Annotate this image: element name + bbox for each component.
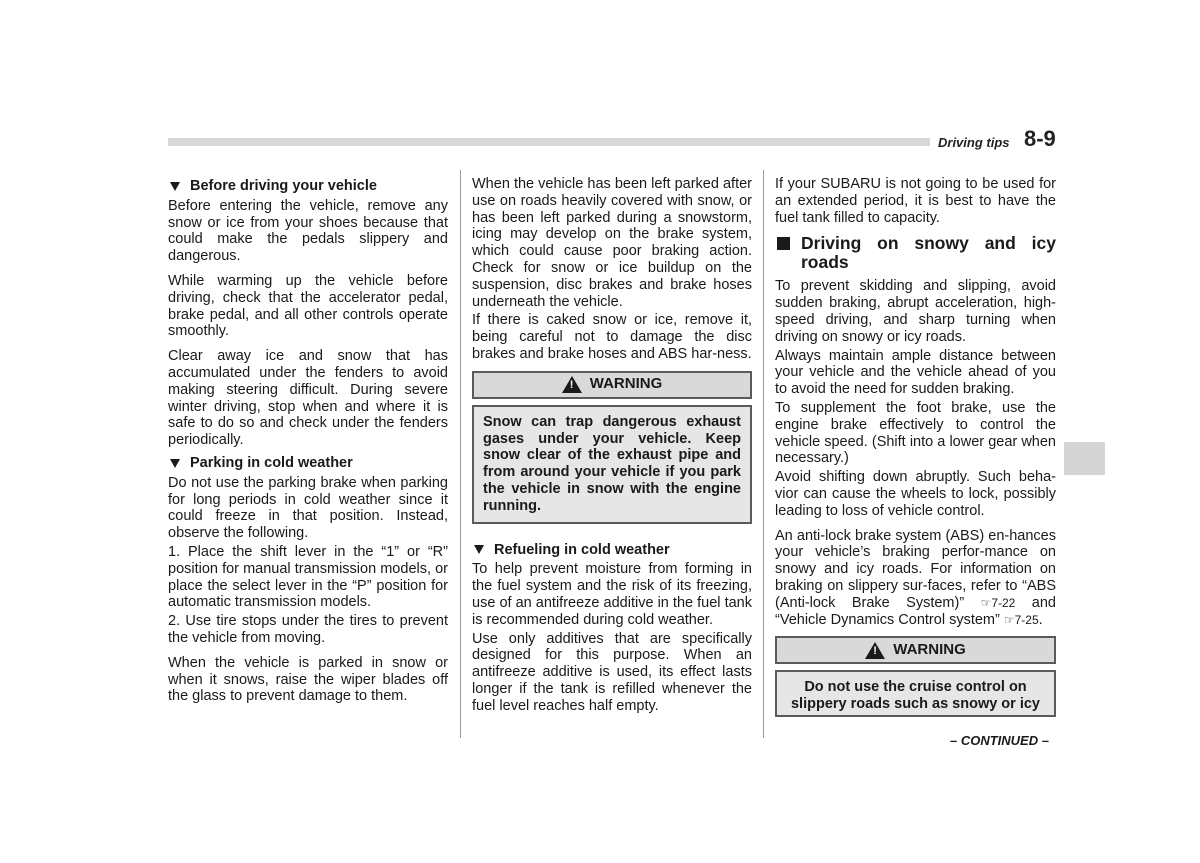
column-divider xyxy=(763,170,764,738)
paragraph: To supplement the foot brake, use the engine brake effectively to control the vehicle speed. (Shift into a lower gear when necessary.) xyxy=(775,399,1056,467)
page-reference: ☞7-25 xyxy=(1003,612,1039,627)
triangle-bullet-icon xyxy=(170,459,180,468)
header-bar xyxy=(168,138,930,146)
section-heading: Driving on snowy and icy roads xyxy=(775,234,1056,272)
warning-header: ! WARNING xyxy=(472,371,752,399)
page-reference: ☞7-22 xyxy=(980,595,1016,610)
column-3 xyxy=(775,176,1056,717)
paragraph: If there is caked snow or ice, remove it, being careful not to damage the disc brakes and brake hoses and ABS har-ness. xyxy=(472,312,752,362)
chapter-tab xyxy=(1064,442,1105,475)
paragraph: While warming up the vehicle before driving, check that the accelerator pedal, brake pedal, and all other controls operate smoothly. xyxy=(168,272,448,340)
subheading: Parking in cold weather xyxy=(168,455,448,472)
list-item: 1. Place the shift lever in the “1” or “R” position for manual transmission models, or place the select lever in the “P” position for automatic transmission models. xyxy=(168,543,448,611)
column-1 xyxy=(168,176,448,713)
warning-icon: ! xyxy=(562,376,582,393)
paragraph: Do not use the parking brake when parking for long periods in cold weather since it could freeze in that position. Instead, observe the following. xyxy=(168,474,448,542)
paragraph: When the vehicle is parked in snow or when it snows, raise the wiper blades off the glass to prevent damage to them. xyxy=(168,654,448,705)
column-divider xyxy=(460,170,461,738)
triangle-bullet-icon xyxy=(170,182,180,191)
paragraph: If your SUBARU is not going to be used for an extended period, it is best to have the fuel tank filled to capacity. xyxy=(775,176,1056,226)
section-title: Driving tips xyxy=(938,135,1010,150)
paragraph: Clear away ice and snow that has accumulated under the fenders to avoid making steering difficult. During severe winter driving, stop when and where it is safe to do so and check under the fenders periodically. xyxy=(168,348,448,449)
page-number: 8-9 xyxy=(1024,126,1056,151)
warning-header: ! WARNING xyxy=(775,636,1056,664)
warning-icon: ! xyxy=(865,642,885,659)
subheading: Refueling in cold weather xyxy=(472,542,752,559)
paragraph: To help prevent moisture from forming in the fuel system and the risk of its freezing, use of an antifreeze additive in the fuel tank is recommended during cold weather. xyxy=(472,561,752,628)
column-2 xyxy=(472,176,752,723)
warning-text: Do not use the cruise control on slippery roads such as snowy or icy xyxy=(775,670,1056,717)
paragraph: An anti-lock brake system (ABS) en-hances your vehicle’s braking perfor-mance on snowy and icy roads. For information on braking on slippery sur-faces, refer to “ABS (Anti-lock Brake System)” ☞7-22 and “Vehicle Dynamics Control system” ☞7-25. xyxy=(775,527,1056,628)
square-bullet-icon xyxy=(777,237,790,250)
continued-label: – CONTINUED – xyxy=(950,733,1049,748)
paragraph: Always maintain ample distance between your vehicle and the vehicle ahead of you to avoid the need for sudden braking. xyxy=(775,347,1056,398)
paragraph: Avoid shifting down abruptly. Such beha-vior can cause the wheels to lock, possibly leading to loss of vehicle control. xyxy=(775,469,1056,519)
paragraph: When the vehicle has been left parked after use on roads heavily covered with snow, or has been left parked during a snowstorm, icing may develop on the brake system, which could cause poor braking action. Check for snow or ice buildup on the suspension, disc brakes and brake hoses underneath the vehicle. xyxy=(472,176,752,310)
paragraph: Before entering the vehicle, remove any snow or ice from your shoes because that could make the pedals slippery and dangerous. xyxy=(168,197,448,265)
triangle-bullet-icon xyxy=(474,545,484,554)
list-item: 2. Use tire stops under the tires to prevent the vehicle from moving. xyxy=(168,613,448,646)
subheading: Before driving your vehicle xyxy=(168,178,448,195)
warning-text: Snow can trap dangerous exhaust gases under your vehicle. Keep snow clear of the exhaust pipe and from around your vehicle if you park the vehicle in snow with the engine running. xyxy=(472,405,752,524)
paragraph: To prevent skidding and slipping, avoid sudden braking, abrupt acceleration, high-speed driving, and sharp turning when driving on snowy or icy roads. xyxy=(775,278,1056,345)
paragraph: Use only additives that are specifically designed for this purpose. When an antifreeze additive is used, its effect lasts longer if the tank is refilled whenever the fuel level reaches half empty. xyxy=(472,630,752,714)
